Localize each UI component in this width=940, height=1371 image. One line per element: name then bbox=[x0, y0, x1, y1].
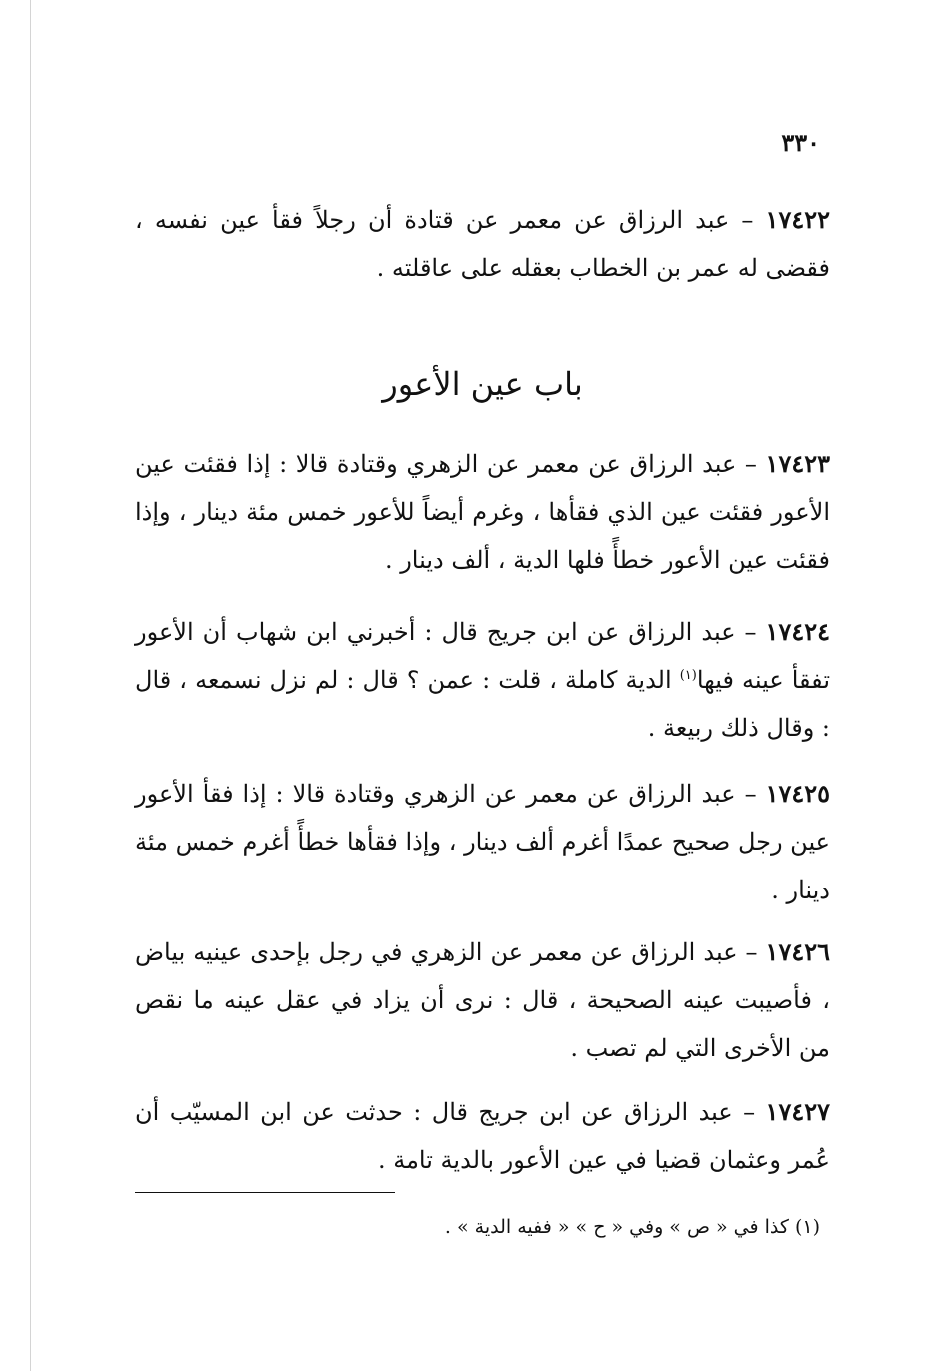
hadith-text: – عبد الرزاق عن ابن جريج قال : حدثت عن ابن المسيّب أن عُمر وعثمان قضيا في عين الأعور بالدية تامة . bbox=[135, 1098, 830, 1174]
hadith-number: ١٧٤٢٤ bbox=[765, 617, 830, 646]
hadith-entry-17422 bbox=[135, 196, 830, 292]
hadith-number: ١٧٤٢٥ bbox=[765, 779, 831, 808]
hadith-entry-17425 bbox=[135, 770, 830, 914]
hadith-number: ١٧٤٢٧ bbox=[765, 1097, 830, 1126]
hadith-text-continued: الدية كاملة ، قلت : عمن ؟ قال : لم نزل نسمعه ، قال : وقال ذلك ربيعة . bbox=[135, 666, 830, 742]
hadith-entry-17427 bbox=[135, 1088, 830, 1184]
hadith-text: – عبد الرزاق عن معمر عن قتادة أن رجلاً فقأ عين نفسه ، فقضى له عمر بن الخطاب بعقله على عاقلته . bbox=[135, 206, 830, 282]
hadith-number: ١٧٤٢٦ bbox=[765, 937, 830, 966]
page-gutter-line bbox=[30, 0, 31, 1371]
hadith-text: – عبد الرزاق عن معمر عن الزهري وقتادة قالا : إذا فقئت عين الأعور فقئت عين الذي فقأها ، وغرم أيضاً للأعور خمس مئة دينار ، وإذا فقئت عين الأعور خطأً فلها الدية ، ألف دينار . bbox=[135, 450, 830, 574]
footnote-marker: (١) bbox=[679, 668, 697, 683]
hadith-entry-17423 bbox=[135, 440, 830, 584]
footnote-divider bbox=[135, 1192, 395, 1193]
hadith-text: – عبد الرزاق عن معمر عن الزهري في رجل بإحدى عينيه بياض ، فأصيبت عينه الصحيحة ، قال : نرى أن يزاد في عقل عينه ما نقص من الأخرى التي لم تصب . bbox=[135, 938, 830, 1062]
hadith-entry-17424 bbox=[135, 608, 830, 752]
page-number: ٣٣٠ bbox=[781, 128, 820, 157]
hadith-entry-17426 bbox=[135, 928, 830, 1072]
footnote: (١) كذا في « ص » وفي « ح » « ففيه الدية » . bbox=[444, 1216, 820, 1238]
hadith-number: ١٧٤٢٢ bbox=[765, 205, 830, 234]
hadith-text: – عبد الرزاق عن معمر عن الزهري وقتادة قالا : إذا فقأ الأعور عين رجل صحيح عمدًا أغرم ألف دينار ، وإذا فقأها خطأً أغرم خمس مئة دينار . bbox=[134, 780, 830, 904]
hadith-text: – عبد الرزاق عن ابن جريج قال : أخبرني ابن شهاب أن الأعور تفقأ عينه فيها bbox=[135, 618, 830, 694]
hadith-number: ١٧٤٢٣ bbox=[765, 449, 830, 478]
document-page bbox=[135, 0, 830, 1371]
section-title: باب عين الأعور bbox=[382, 365, 583, 403]
